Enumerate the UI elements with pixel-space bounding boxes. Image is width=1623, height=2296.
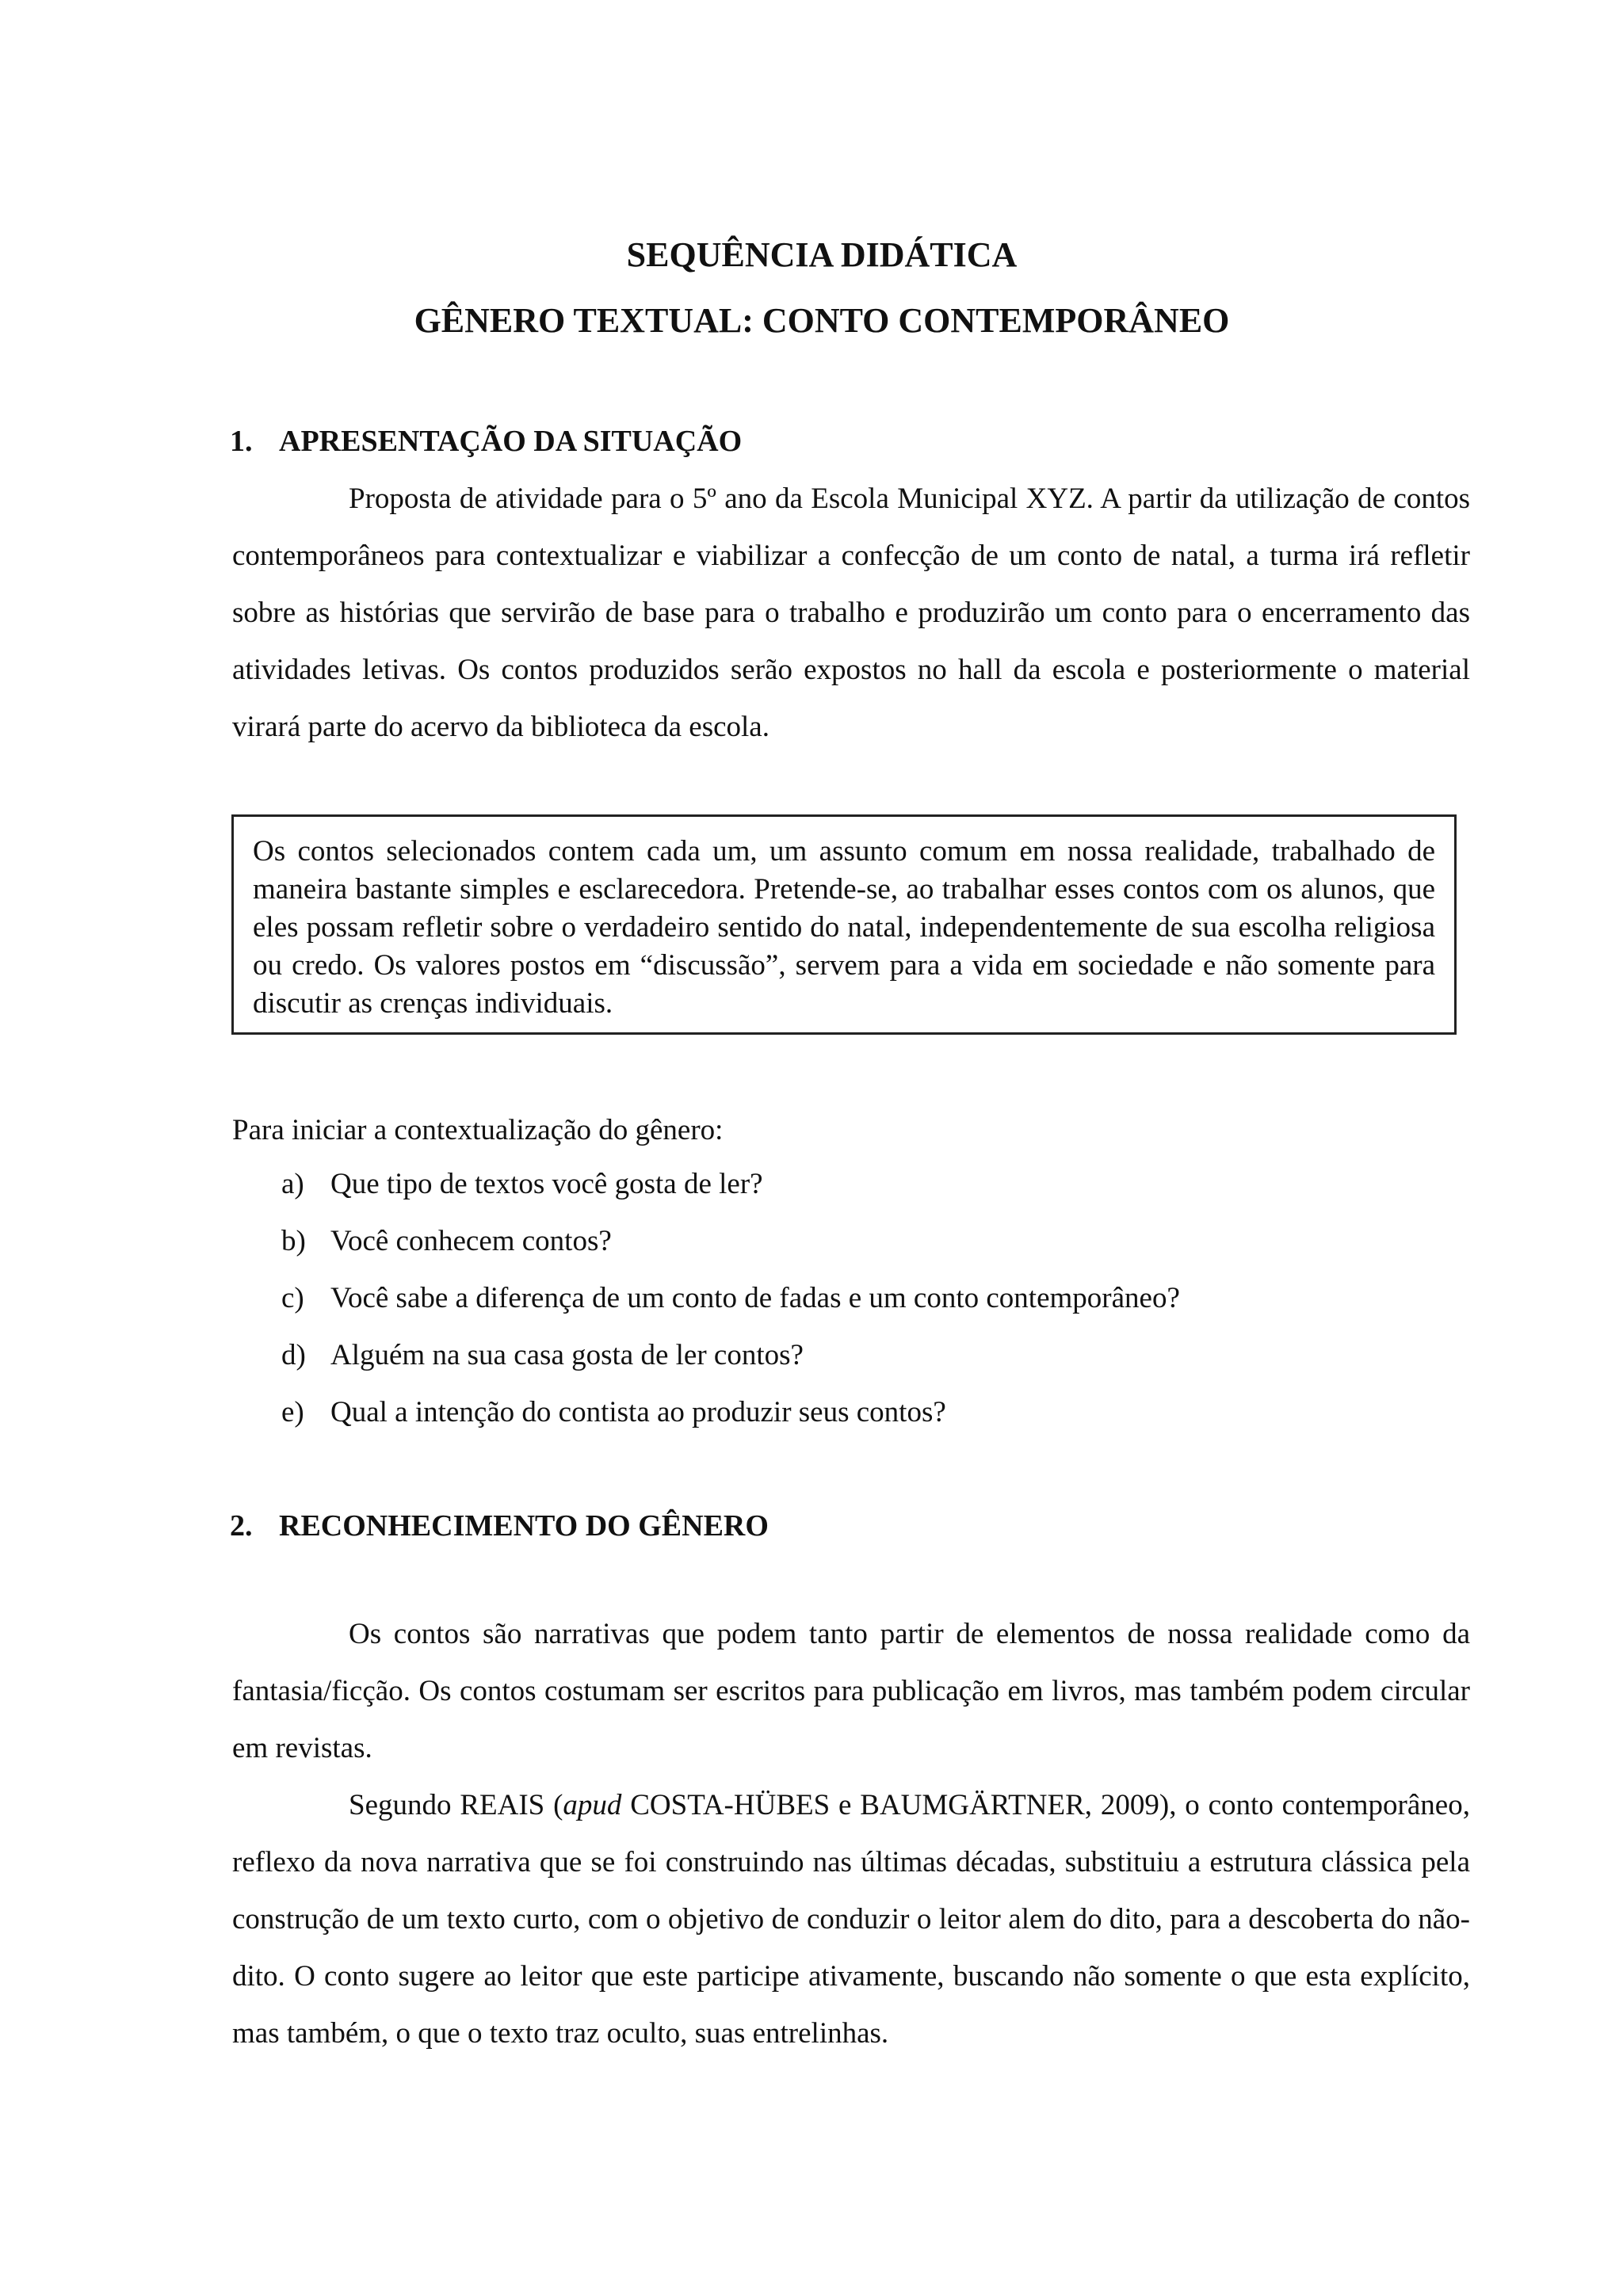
section-2-number: 2. <box>230 1509 253 1543</box>
section-2-heading <box>230 1511 769 1541</box>
question-marker: a) <box>281 1168 304 1200</box>
highlight-box <box>231 814 1457 1035</box>
question-marker: e) <box>281 1396 304 1428</box>
section-2-title: RECONHECIMENTO DO GÊNERO <box>279 1509 769 1543</box>
document-subtitle: GÊNERO TEXTUAL: CONTO CONTEMPORÂNEO <box>414 301 1230 340</box>
question-text: Qual a intenção do contista ao produzir seus contos? <box>330 1396 946 1428</box>
section-1-number: 1. <box>230 425 253 458</box>
genre-paragraph-2-rest: COSTA-HÜBES e BAUMGÄRTNER, 2009), o conto contemporâneo, reflexo da nova narrativa que se foi construindo nas últimas décadas, substituiu a estrutura clássica pela construção de um texto curto, com o objetivo de conduzir o leitor alem do dito, para a descoberta do não-dito. O conto sugere ao leitor que este participe ativamente, buscando não somente o que esta explícito, mas também, o que o texto traz oculto, suas entrelinhas. <box>232 1789 1470 2050</box>
question-item <box>281 1281 1180 1338</box>
question-marker: c) <box>281 1282 304 1314</box>
question-marker: d) <box>281 1339 306 1371</box>
genre-paragraph-2-start: Segundo REAIS ( <box>349 1789 563 1821</box>
question-text: Você conhecem contos? <box>330 1225 612 1257</box>
questions-intro: Para iniciar a contextualização do gênero: <box>232 1114 724 1146</box>
question-marker: b) <box>281 1225 306 1257</box>
question-item <box>281 1395 1180 1452</box>
question-item <box>281 1338 1180 1395</box>
section-1-heading <box>230 426 742 456</box>
question-item <box>281 1224 1180 1281</box>
highlight-box-text: Os contos selecionados contem cada um, um assunto comum em nossa realidade, trabalhado de maneira bastante simples e esclarecedora. Pretende-se, ao trabalhar esses contos com os alunos, que eles possam refletir sobre o verdadeiro sentido do natal, independentemente de sua escolha religiosa ou credo. Os valores postos em “discussão”, servem para a vida em sociedade e não somente para discutir as crenças individuais. <box>253 835 1435 1020</box>
section-1-title: APRESENTAÇÃO DA SITUAÇÃO <box>279 425 743 458</box>
question-text: Que tipo de textos você gosta de ler? <box>330 1168 763 1200</box>
citation-apud: apud <box>563 1789 622 1821</box>
question-list <box>281 1167 1180 1452</box>
genre-paragraph-2 <box>232 1777 1470 2062</box>
question-item <box>281 1167 1180 1224</box>
document-title: SEQUÊNCIA DIDÁTICA <box>626 235 1018 274</box>
question-text: Você sabe a diferença de um conto de fadas e um conto contemporâneo? <box>330 1282 1180 1314</box>
situation-paragraph: Proposta de atividade para o 5º ano da Escola Municipal XYZ. A partir da utilização de contos contemporâneos para contextualizar e viabilizar a confecção de um conto de natal, a turma irá refletir sobre as histórias que servirão de base para o trabalho e produzirão um conto para o encerramento das atividades letivas. Os contos produzidos serão expostos no hall da escola e posteriormente o material virará parte do acervo da biblioteca da escola. <box>232 482 1470 743</box>
genre-paragraph-1: Os contos são narrativas que podem tanto partir de elementos de nossa realidade como da fantasia/ficção. Os contos costumam ser escritos para publicação em livros, mas também podem circular em revistas. <box>232 1618 1470 1764</box>
question-text: Alguém na sua casa gosta de ler contos? <box>330 1339 804 1371</box>
